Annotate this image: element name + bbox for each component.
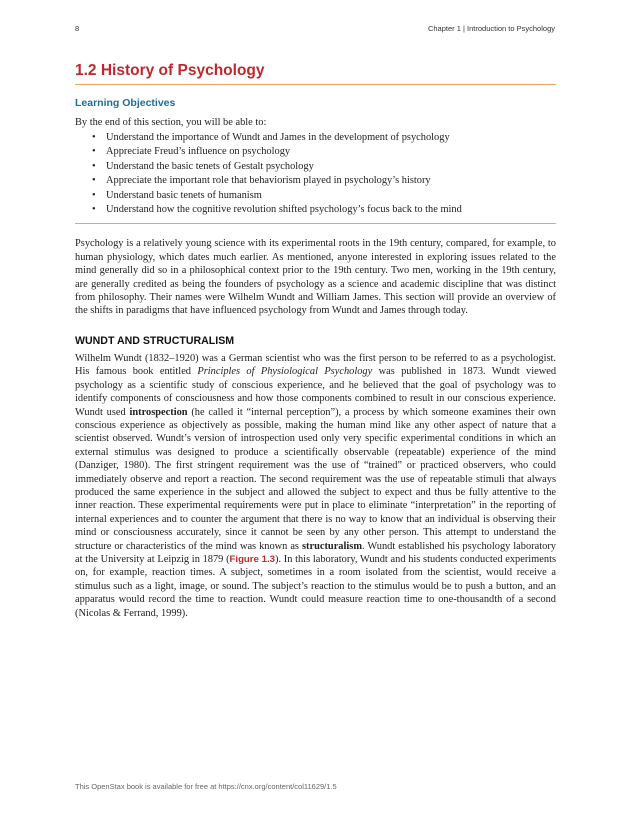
objective-text: Understand how the cognitive revolution shifted psychology’s focus back to the mind	[106, 204, 462, 216]
page-number: 8	[75, 24, 80, 33]
page-content	[75, 62, 556, 620]
figure-link[interactable]: Figure 1.3	[229, 553, 275, 565]
learning-objectives-heading: Learning Objectives	[75, 97, 176, 109]
bullet-icon: •	[92, 146, 96, 158]
text-run: Wilhelm Wundt (1832–1920) was a German scientist who was the first person to be referred to as a psychologist. His famous book entitled	[75, 352, 556, 378]
list-item	[92, 160, 556, 174]
list-item	[92, 189, 556, 203]
text-run: . Wundt established his psychology laboratory at the University at Leipzig in 1879 (	[75, 540, 556, 565]
objective-text: Understand the basic tenets of Gestalt psychology	[106, 160, 314, 172]
bullet-icon: •	[92, 160, 96, 172]
objective-text: Understand basic tenets of humanism	[106, 189, 262, 201]
objective-text: Understand the importance of Wundt and James in the development of psychology	[106, 132, 450, 143]
learning-objectives-box	[75, 97, 556, 224]
book-title: Principles of Physiological Psychology	[197, 366, 373, 378]
running-header	[75, 24, 555, 33]
section-title: 1.2 History of Psychology	[75, 62, 556, 85]
bullet-icon: •	[92, 132, 96, 143]
bullet-icon: •	[92, 204, 96, 216]
text-run: (he called it “internal perception”), a process by which someone examines their own conscious experience as objectively as possible, making the human mind like any other aspect of nature that a scientist observed. Wundt’s version of introspection used only very specific experimental conditions in which an external stimulus was designed to produce a scientifically observable (repeatable) experience of the mind (Danziger, 1980). The first stringent requirement was the use of “trained” or practiced observers, who could immediately observe and report a reaction. The second requirement was the use of repeatable stimuli that always produced the same experience in the subject and allowed the subject to expect and thus be fully attentive to the inner reaction. These experimental requirements were put in place to eliminate “interpretation” in the reporting of internal experiences and to counter the argument that there is no way to know that an individual is observing their mind or consciousness accurately, since it cannot be seen by any other person. This attempt to understand the structure or characteristics of the mind was known as	[75, 406, 556, 552]
bullet-icon: •	[92, 189, 96, 201]
wundt-paragraph	[75, 352, 556, 620]
key-term-structuralism: structuralism	[301, 540, 362, 552]
list-item	[92, 174, 556, 188]
intro-paragraph: Psychology is a relatively young science with its experimental roots in the 19th century, compared, for example, to human physiology, which dates much earlier. As mentioned, anyone interested in exploring issues related to the mind generally did so in a philosophical context prior to the 19th century. Two men, working in the 19th century, are generally credited as being the founders of psychology as a science and academic discipline that was distinct from philosophy. Their names were Wilhelm Wundt and William James. This section will provide an overview of the shifts in paradigms that have influenced psychology from Wundt and James through today.	[75, 238, 556, 317]
footer-text: This OpenStax book is available for free at https://cnx.org/content/col11629/1.5	[75, 782, 337, 791]
learning-objectives-intro: By the end of this section, you will be able to:	[75, 117, 267, 128]
list-item	[92, 131, 556, 145]
chapter-title: Chapter 1 | Introduction to Psychology	[427, 24, 555, 33]
learning-objectives-list	[75, 131, 556, 217]
bullet-icon: •	[92, 175, 96, 187]
text-run: was published in 1873. Wundt viewed psychology as a scientific study of conscious experience, and he believed that the goal of psychology was to identify components of consciousness and how those components combined to result in our conscious experience. Wundt used	[75, 366, 557, 418]
text-run: ). In this laboratory, Wundt and his students conducted experiments on, for example, reaction times. A subject, sometimes in a room isolated from the scientist, would receive a stimulus such as a light, image, or sound. The subject’s reaction to the stimulus would be to push a button, and an apparatus would record the time to reaction. Wundt could measure reaction time to one-thousandth of a second (Nicolas & Ferrand, 1999).	[75, 553, 556, 619]
objective-text: Appreciate the important role that behaviorism played in psychology’s history	[106, 175, 431, 187]
key-term-introspection: introspection	[129, 406, 188, 418]
wundt-heading: WUNDT AND STRUCTURALISM	[75, 334, 235, 347]
objective-text: Appreciate Freud’s influence on psychology	[106, 146, 291, 158]
list-item	[92, 203, 556, 217]
list-item	[92, 145, 556, 159]
